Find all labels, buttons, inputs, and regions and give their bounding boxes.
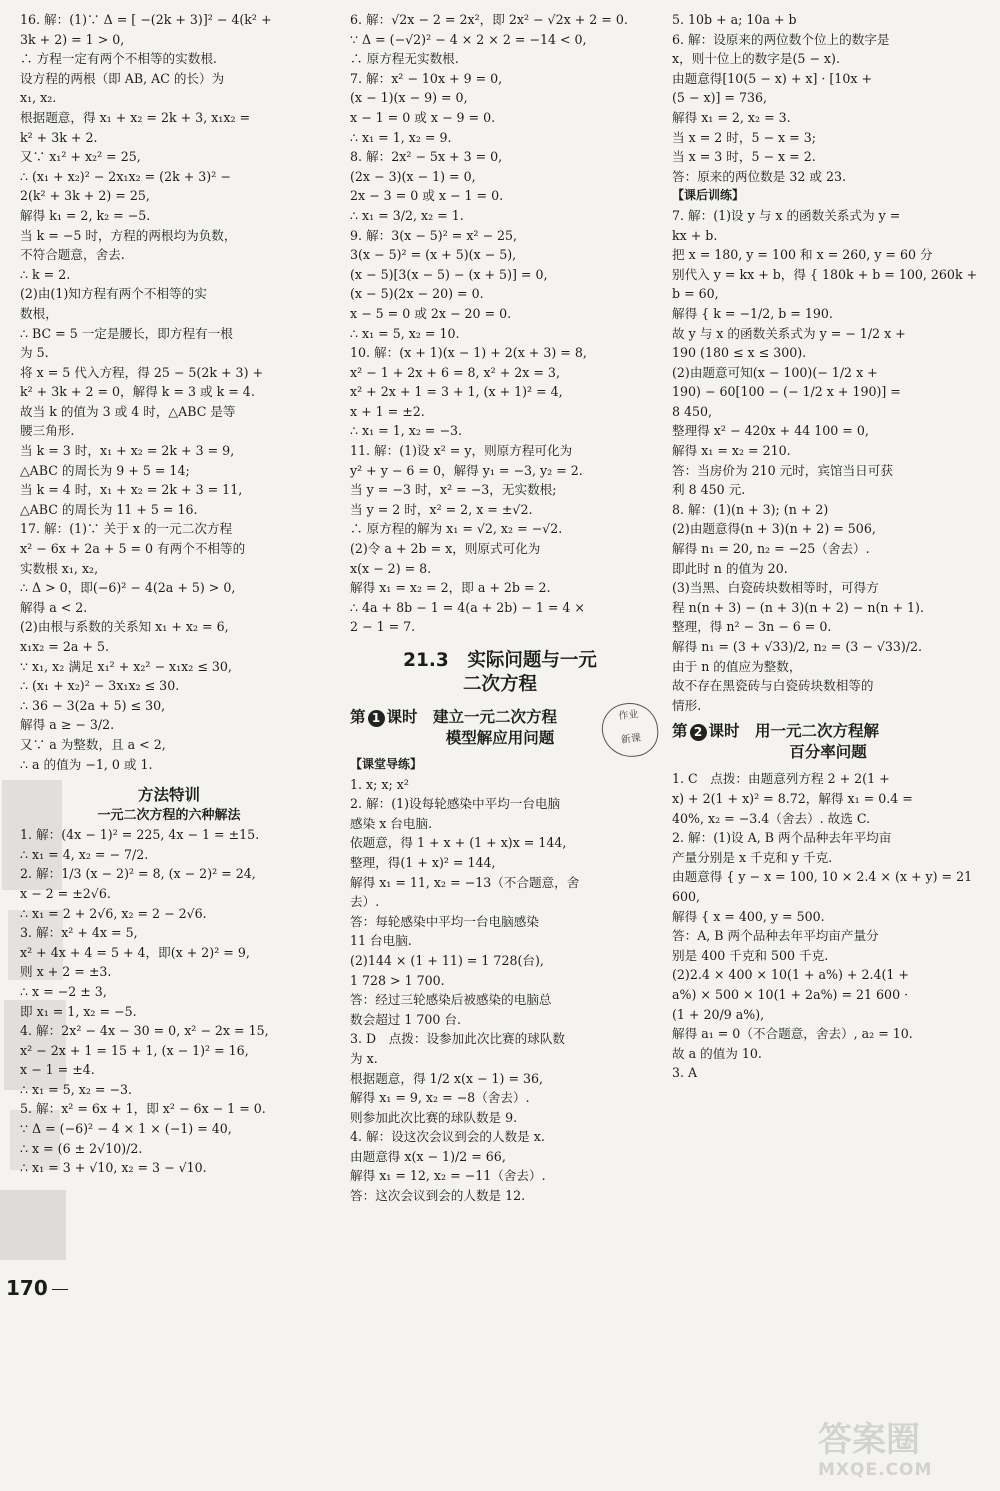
text-line: 解得 x₁ = x₂ = 2，即 a + 2b = 2. bbox=[350, 580, 551, 596]
text-line: (1 + 20/9 a%), bbox=[672, 1006, 765, 1022]
text-line: (2)144 × (1 + 11) = 1 728(台), bbox=[350, 952, 544, 968]
text-line: 190) − 60[100 − (− 1/2 x + 190)] = bbox=[672, 384, 901, 400]
text-line: 2. 解：(1)设每轮感染中平均一台电脑 bbox=[350, 796, 561, 812]
lesson-2-number: 2 bbox=[690, 724, 707, 741]
text-line: ∴ x₁ = 3/2, x₂ = 1. bbox=[350, 207, 464, 223]
text-line: 解得 x₁ = 2, x₂ = 3. bbox=[672, 109, 791, 125]
text-line: ∴ x₁ = 1, x₂ = 9. bbox=[350, 129, 452, 145]
text-line: 5. 解：x² = 6x + 1，即 x² − 6x − 1 = 0. bbox=[20, 1101, 266, 1117]
text-line: 7. 解：(1)设 y 与 x 的函数关系式为 y = bbox=[672, 207, 901, 223]
text-line: 11. 解：(1)设 x² = y，则原方程可化为 bbox=[350, 443, 573, 459]
text-line: ∴ x₁ = 4, x₂ = − 7/2. bbox=[20, 846, 149, 862]
lesson-2-title: 课时 用一元二次方程解 bbox=[708, 722, 880, 741]
text-line: 别是 400 千克和 500 千克. bbox=[672, 947, 829, 963]
text-line: 产量分别是 x 千克和 y 千克. bbox=[672, 849, 833, 865]
text-line: 10. 解：(x + 1)(x − 1) + 2(x + 3) = 8, bbox=[350, 345, 587, 361]
text-line: 当 k = −5 时，方程的两根均为负数， bbox=[20, 227, 237, 243]
text-line: △ABC 的周长为 11 + 5 = 16. bbox=[20, 501, 198, 517]
text-line: x + 1 = ±2. bbox=[350, 403, 425, 419]
text-line: 故当 k 的值为 3 或 4 时，△ABC 是等 bbox=[20, 403, 236, 419]
text-line: 依题意，得 1 + x + (1 + x)x = 144, bbox=[350, 835, 567, 851]
text-line: 整理，得(1 + x)² = 144, bbox=[350, 854, 496, 870]
text-line: (x − 1)(x − 9) = 0, bbox=[350, 90, 468, 106]
text-line: 3. A bbox=[672, 1065, 698, 1081]
lesson-2-subtitle: 百分率问题 bbox=[789, 743, 867, 762]
text-line: 2 − 1 = 7. bbox=[350, 619, 416, 635]
text-line: 解得 n₁ = 20, n₂ = −25（舍去）. bbox=[672, 541, 870, 557]
text-line: 程 n(n + 3) − (n + 3)(n + 2) − n(n + 1). bbox=[672, 599, 924, 615]
text-line: x − 1 = ±4. bbox=[20, 1062, 95, 1078]
text-line: 1. x; x; x² bbox=[350, 776, 409, 792]
text-line: 答：每轮感染中平均一台电脑感染 bbox=[350, 913, 539, 929]
text-line: ∴ x₁ = 5, x₂ = −3. bbox=[20, 1081, 133, 1097]
text-line: 又∵ x₁² + x₂² = 25, bbox=[20, 149, 141, 165]
text-line: 答：经过三轮感染后被感染的电脑总 bbox=[350, 992, 552, 1008]
text-line: 由题意得[10(5 − x) + x] · [10x + bbox=[672, 70, 872, 86]
text-line: x − 1 = 0 或 x − 9 = 0. bbox=[350, 109, 496, 125]
stamp-bottom-text: 新课 bbox=[620, 732, 642, 746]
text-line: ∵ x₁, x₂ 满足 x₁² + x₂² − x₁x₂ ≤ 30, bbox=[20, 658, 232, 674]
text-line: 答：原来的两位数是 32 或 23. bbox=[672, 168, 847, 184]
text-line: 8. 解：(1)(n + 3); (n + 2) bbox=[672, 501, 829, 517]
text-line: 把 x = 180, y = 100 和 x = 260, y = 60 分 bbox=[672, 247, 933, 263]
text-line: ∴ x₁ = 2 + 2√6, x₂ = 2 − 2√6. bbox=[20, 905, 207, 921]
text-line: 故 y 与 x 的函数关系式为 y = − 1/2 x + bbox=[672, 325, 906, 341]
text-line: 解得 a₁ = 0（不合题意，舍去）, a₂ = 10. bbox=[672, 1026, 913, 1042]
text-line: (2)令 a + 2b = x，则原式可化为 bbox=[350, 541, 541, 557]
text-line: 6. 解：设原来的两位数个位上的数字是 bbox=[672, 31, 890, 47]
text-line: 别代入 y = kx + b，得 { 180k + b = 100, 260k + b = 60, bbox=[672, 266, 982, 302]
section-title-line1: 实际问题与一元 bbox=[467, 650, 597, 671]
classroom-practice-tag: 【课堂导练】 bbox=[350, 757, 423, 771]
text-line: 即此时 n 的值为 20. bbox=[672, 560, 788, 576]
text-line: ∴ a 的值为 −1, 0 或 1. bbox=[20, 756, 153, 772]
text-line: 由题意得 x(x − 1)/2 = 66, bbox=[350, 1148, 506, 1164]
text-line: a%) × 500 × 10(1 + 2a%) = 21 600 · bbox=[672, 986, 909, 1002]
text-line: (2x − 3)(x − 1) = 0, bbox=[350, 168, 476, 184]
text-line: 7. 解：x² − 10x + 9 = 0, bbox=[350, 70, 503, 86]
text-line: 2(k² + 3k + 2) = 25, bbox=[20, 188, 150, 204]
text-line: 由题意得 { y − x = 100, 10 × 2.4 × (x + y) = 21 600, bbox=[672, 869, 977, 904]
text-line: (2)由根与系数的关系知 x₁ + x₂ = 6, bbox=[20, 619, 229, 635]
classroom-solutions bbox=[350, 775, 650, 1206]
section-heading bbox=[350, 649, 650, 673]
text-line: 根据题意，得 1/2 x(x − 1) = 36, bbox=[350, 1070, 544, 1086]
text-line: x² − 6x + 2a + 5 = 0 有两个不相等的 bbox=[20, 541, 246, 557]
text-line: 4. 解：设这次会议到会的人数是 x. bbox=[350, 1129, 545, 1145]
lesson-2-heading bbox=[672, 721, 984, 763]
text-line: 即 x₁ = 1, x₂ = −5. bbox=[20, 1003, 137, 1019]
text-line: 3(x − 5)² = (x + 5)(x − 5), bbox=[350, 247, 517, 263]
method-solutions-6-11 bbox=[350, 10, 650, 637]
solutions-16-17 bbox=[20, 10, 318, 774]
text-line: k² + 3k + 2. bbox=[20, 129, 98, 145]
text-line: 解得 x₁ = x₂ = 210. bbox=[672, 443, 791, 459]
text-line: x² − 2x + 1 = 15 + 1, (x − 1)² = 16, bbox=[20, 1042, 249, 1058]
after-class-solutions bbox=[672, 206, 984, 715]
text-line: ∴ x = (6 ± 2√10)/2. bbox=[20, 1140, 143, 1156]
text-line: 答：A, B 两个品种去年平均亩产量分 bbox=[672, 928, 879, 944]
text-line: 解得 k₁ = 2, k₂ = −5. bbox=[20, 207, 151, 223]
page-number-rule bbox=[52, 1289, 68, 1290]
text-line: 腰三角形. bbox=[20, 423, 75, 439]
text-line: ∴ 原方程的解为 x₁ = √2, x₂ = −√2. bbox=[350, 521, 563, 537]
text-line: k² + 3k + 2 = 0，解得 k = 3 或 k = 4. bbox=[20, 384, 255, 400]
text-line: 当 x = 2 时，5 − x = 3; bbox=[672, 129, 816, 145]
classroom-solutions-5-6 bbox=[672, 10, 984, 186]
method-title: 方法特训 bbox=[137, 786, 200, 805]
text-line: x₁x₂ = 2a + 5. bbox=[20, 639, 109, 654]
text-line: 3. D 点拨：设参加此次比赛的球队数 bbox=[350, 1031, 566, 1047]
text-line: 1. C 点拨：由题意列方程 2 + 2(1 + bbox=[672, 771, 890, 787]
text-line: (5 − x)] = 736, bbox=[672, 90, 768, 106]
text-line: ∵ Δ = (−6)² − 4 × 1 × (−1) = 40, bbox=[20, 1121, 232, 1137]
lesson-2-prefix: 第 bbox=[672, 722, 688, 741]
text-line: 由于 n 的值应为整数， bbox=[672, 658, 802, 674]
lesson-2-solutions bbox=[672, 769, 984, 1083]
logo-english: MXQE.COM bbox=[818, 1460, 933, 1480]
text-line: 数会超过 1 700 台. bbox=[350, 1011, 462, 1027]
text-line: 为 x. bbox=[350, 1050, 378, 1066]
text-line: ∴ Δ > 0，即(−6)² − 4(2a + 5) > 0, bbox=[20, 580, 236, 596]
text-line: x² + 4x + 4 = 5 + 4，即(x + 2)² = 9, bbox=[20, 944, 250, 960]
text-line: x − 2 = ±2√6. bbox=[20, 885, 111, 901]
text-line: ∴ x₁ = 3 + √10, x₂ = 3 − √10. bbox=[20, 1160, 207, 1176]
text-line: 则 x + 2 = ±3. bbox=[20, 964, 112, 980]
text-line: ∴ 36 − 3(2a + 5) ≤ 30, bbox=[20, 697, 166, 713]
text-line: 3k + 2) = 1 > 0, bbox=[20, 31, 125, 47]
text-line: 当 k = 3 时，x₁ + x₂ = 2k + 3 = 9, bbox=[20, 443, 235, 459]
after-class-tag: 【课后训练】 bbox=[672, 188, 745, 203]
text-line: 1 728 > 1 700. bbox=[350, 972, 445, 988]
text-line: y² + y − 6 = 0，解得 y₁ = −3, y₂ = 2. bbox=[350, 462, 583, 478]
text-line: 当 x = 3 时，5 − x = 2. bbox=[672, 149, 816, 165]
page-number: 170 bbox=[6, 1276, 48, 1300]
text-line: 16. 解：(1)∵ Δ = [ −(2k + 3)]² − 4(k² + bbox=[20, 12, 272, 27]
site-logo bbox=[818, 1420, 988, 1484]
text-line: 当 y = 2 时，x² = 2, x = ±√2. bbox=[350, 501, 533, 517]
text-line: 为 5. bbox=[20, 345, 49, 361]
text-line: 5. 10b + a; 10a + b bbox=[672, 12, 797, 27]
column-right bbox=[672, 10, 984, 1083]
text-line: 答：当房价为 210 元时，宾馆当日可获 bbox=[672, 462, 893, 478]
text-line: 故 a 的值为 10. bbox=[672, 1045, 762, 1061]
text-line: x₁, x₂. bbox=[20, 90, 57, 106]
lesson-1-subtitle: 模型解应用问题 bbox=[445, 729, 555, 747]
text-line: 故不存在黑瓷砖与白瓷砖块数相等的 bbox=[672, 678, 874, 694]
text-line: (2)由题意得(n + 3)(n + 2) = 506, bbox=[672, 521, 876, 537]
text-line: 解得 x₁ = 11, x₂ = −13（不合题意，舍 bbox=[350, 874, 580, 890]
column-left bbox=[20, 10, 318, 1178]
text-line: 当 k = 4 时，x₁ + x₂ = 2k + 3 = 11, bbox=[20, 482, 243, 498]
text-line: 感染 x 台电脑. bbox=[350, 815, 433, 831]
text-line: 根据题意，得 x₁ + x₂ = 2k + 3, x₁x₂ = bbox=[20, 109, 251, 125]
text-line: 解得 a < 2. bbox=[20, 599, 88, 615]
text-line: 解得 x₁ = 9, x₂ = −8（舍去）. bbox=[350, 1090, 530, 1106]
text-line: (3)当黑、白瓷砖块数相等时，可得方 bbox=[672, 580, 879, 596]
text-line: x² − 1 + 2x + 6 = 8, x² + 2x = 3, bbox=[350, 364, 560, 380]
text-line: 40%, x₂ = −3.4（舍去）. 故选 C. bbox=[672, 810, 871, 826]
text-line: 则参加此次比赛的球队数是 9. bbox=[350, 1109, 518, 1125]
section-number: 21.3 bbox=[403, 650, 449, 671]
text-line: 去）. bbox=[350, 894, 380, 910]
text-line: ∴ x₁ = 5, x₂ = 10. bbox=[350, 325, 460, 341]
column-middle bbox=[350, 10, 650, 1206]
text-line: 答：这次会议到会的人数是 12. bbox=[350, 1188, 526, 1204]
text-line: 17. 解：(1)∵ 关于 x 的一元二次方程 bbox=[20, 521, 233, 537]
text-line: 8. 解：2x² − 5x + 3 = 0, bbox=[350, 149, 503, 165]
text-line: 9. 解：3(x − 5)² = x² − 25, bbox=[350, 227, 518, 243]
text-line: 解得 { x = 400, y = 500. bbox=[672, 908, 825, 924]
homework-stamp bbox=[599, 700, 660, 760]
text-line: x² + 2x + 1 = 3 + 1, (x + 1)² = 4, bbox=[350, 384, 563, 400]
text-line: ∴ (x₁ + x₂)² − 3x₁x₂ ≤ 30. bbox=[20, 678, 180, 694]
text-line: ∴ x₁ = 1, x₂ = −3. bbox=[350, 423, 463, 439]
lesson-1-title: 课时 建立一元二次方程 bbox=[386, 708, 558, 726]
method-solutions-1-5 bbox=[20, 825, 318, 1178]
text-line: 整理，得 n² − 3n − 6 = 0. bbox=[672, 619, 832, 635]
text-line: 数根， bbox=[20, 305, 58, 321]
text-line: ∴ 4a + 8b − 1 = 4(a + 2b) − 1 = 4 × bbox=[350, 599, 585, 615]
text-line: x) + 2(1 + x)² = 8.72，解得 x₁ = 0.4 = bbox=[672, 790, 913, 806]
text-line: 2. 解：(1)设 A, B 两个品种去年平均亩 bbox=[672, 830, 892, 846]
text-line: ∴ 原方程无实数根. bbox=[350, 51, 459, 67]
text-line: x，则十位上的数字是(5 − x). bbox=[672, 51, 840, 67]
lesson-1-number: 1 bbox=[368, 710, 385, 727]
text-line: x − 5 = 0 或 2x − 20 = 0. bbox=[350, 305, 512, 321]
text-line: 190 (180 ≤ x ≤ 300). bbox=[672, 345, 807, 361]
text-line: 又∵ a 为整数，且 a < 2, bbox=[20, 736, 166, 752]
text-line: 实数根 x₁, x₂, bbox=[20, 560, 99, 576]
text-line: kx + b. bbox=[672, 227, 718, 243]
method-training-header bbox=[20, 784, 318, 825]
text-line: 11 台电脑. bbox=[350, 933, 412, 949]
logo-chinese: 答案圈 bbox=[818, 1420, 920, 1460]
text-line: 4. 解：2x² − 4x − 30 = 0, x² − 2x = 15, bbox=[20, 1023, 269, 1039]
text-line: ∴ k = 2. bbox=[20, 266, 71, 282]
text-line: 不符合题意，舍去. bbox=[20, 247, 125, 263]
text-line: ∴ 方程一定有两个不相等的实数根. bbox=[20, 51, 217, 67]
text-line: (2)2.4 × 400 × 10(1 + a%) + 2.4(1 + bbox=[672, 967, 909, 983]
text-line: 情形. bbox=[672, 697, 702, 713]
text-line: 当 y = −3 时，x² = −3，无实数根; bbox=[350, 482, 557, 498]
text-line: ∴ BC = 5 一定是腰长，即方程有一根 bbox=[20, 325, 233, 341]
text-line: (x − 5)(2x − 20) = 0. bbox=[350, 286, 484, 302]
text-line: ∴ (x₁ + x₂)² − 2x₁x₂ = (2k + 3)² − bbox=[20, 168, 231, 184]
text-line: △ABC 的周长为 9 + 5 = 14; bbox=[20, 462, 190, 478]
lesson-1-prefix: 第 bbox=[350, 708, 366, 726]
text-line: 解得 { k = −1/2, b = 190. bbox=[672, 305, 833, 321]
text-line: 解得 a ≥ − 3/2. bbox=[20, 717, 115, 733]
text-line: ∴ x = −2 ± 3, bbox=[20, 983, 107, 999]
section-title-line2: 二次方程 bbox=[462, 674, 537, 695]
text-line: x(x − 2) = 8. bbox=[350, 560, 432, 576]
text-line: 2x − 3 = 0 或 x − 1 = 0. bbox=[350, 188, 504, 204]
text-line: (2)由题意可知(x − 100)(− 1/2 x + bbox=[672, 364, 878, 380]
text-line: ∵ Δ = (−√2)² − 4 × 2 × 2 = −14 < 0, bbox=[350, 31, 587, 47]
text-line: (x − 5)[3(x − 5) − (x + 5)] = 0, bbox=[350, 266, 548, 282]
method-subtitle: 一元二次方程的六种解法 bbox=[97, 808, 241, 824]
text-line: (2)由(1)知方程有两个不相等的实 bbox=[20, 286, 207, 302]
text-line: 1. 解：(4x − 1)² = 225, 4x − 1 = ±15. bbox=[20, 827, 260, 843]
text-line: 解得 n₁ = (3 + √33)/2, n₂ = (3 − √33)/2. bbox=[672, 639, 923, 654]
text-line: 解得 x₁ = 12, x₂ = −11（舍去）. bbox=[350, 1168, 546, 1184]
text-line: 8 450, bbox=[672, 403, 713, 419]
text-line: 3. 解：x² + 4x = 5, bbox=[20, 925, 138, 941]
stamp-top-text: 作业 bbox=[617, 709, 640, 723]
text-line: 设方程的两根（即 AB, AC 的长）为 bbox=[20, 70, 225, 86]
text-line: 6. 解：√2x − 2 = 2x²，即 2x² − √2x + 2 = 0. bbox=[350, 12, 628, 27]
text-line: 利 8 450 元. bbox=[672, 482, 746, 498]
text-line: 整理得 x² − 420x + 44 100 = 0, bbox=[672, 423, 869, 439]
text-line: 2. 解：1/3 (x − 2)² = 8, (x − 2)² = 24, bbox=[20, 866, 256, 882]
text-line: 将 x = 5 代入方程，得 25 − 5(2k + 3) + bbox=[20, 364, 264, 380]
